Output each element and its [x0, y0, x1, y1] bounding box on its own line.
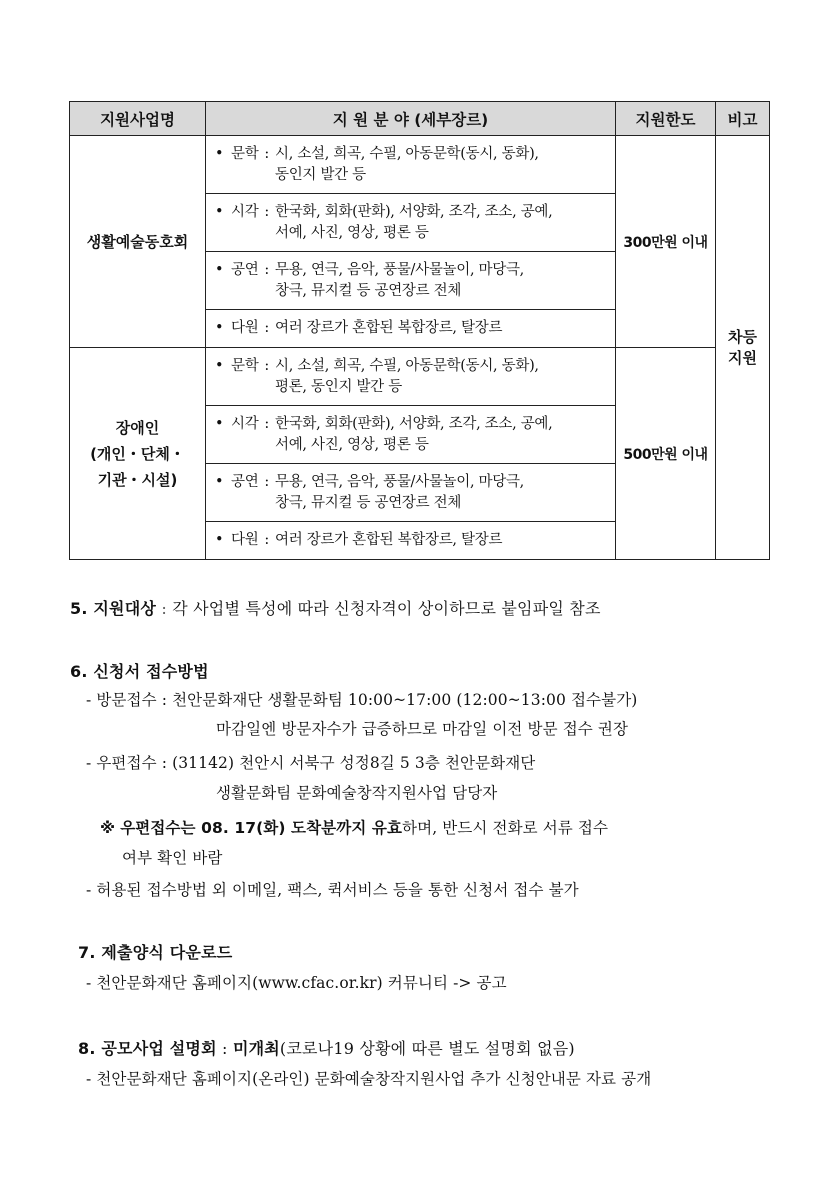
field-description: 무용, 연극, 음악, 풍물/사물놀이, 마당극, 창극, 뮤지컬 등 공연장르 전체: [275, 473, 524, 511]
field-category: 문학: [231, 145, 259, 162]
visit-line-1: - 방문접수 : 천안문화재단 생활문화팀 10:00~17:00 (12:00~13:00 접수불가): [86, 691, 638, 709]
bullet-icon: •: [215, 473, 224, 490]
program-name-line: 장애인: [115, 418, 160, 437]
mail-notice-line-2: 여부 확인 바람: [122, 849, 223, 867]
program-name-line: (개인・단체・: [90, 444, 185, 463]
field-description: 시, 소설, 희곡, 수필, 아동문학(동시, 동화), 평론, 동인지 발간 등: [275, 357, 539, 395]
field-category: 다원: [231, 320, 259, 336]
support-limit-cell: 300만원 이내: [616, 136, 716, 348]
field-description: 여러 장르가 혼합된 복합장르, 탈장르: [275, 320, 503, 336]
field-cell: • 문학 : 시, 소설, 희곡, 수필, 아동문학(동시, 동화), 동인지 발간 등: [206, 136, 616, 194]
field-cell: • 문학 : 시, 소설, 희곡, 수필, 아동문학(동시, 동화), 평론, 동인지 발간 등: [206, 348, 616, 406]
field-cell: • 공연 : 무용, 연극, 음악, 풍물/사물놀이, 마당극, 창극, 뮤지컬 등 공연장르 전체: [206, 464, 616, 522]
mail-line-2: 생활문화팀 문화예술창작지원사업 담당자: [216, 784, 498, 802]
bullet-icon: •: [215, 145, 224, 162]
field-category: 다원: [231, 532, 259, 548]
support-limit-cell: 500만원 이내: [616, 348, 716, 560]
field-description: 시, 소설, 희곡, 수필, 아동문학(동시, 동화), 동인지 발간 등: [275, 145, 539, 183]
field-description: 한국화, 회화(판화), 서양화, 조각, 조소, 공예, 서예, 사진, 영상, 평론 등: [275, 203, 553, 241]
bullet-icon: •: [215, 261, 224, 278]
section-5-title: 5. 지원대상: [70, 599, 157, 618]
field-cell: • 공연 : 무용, 연극, 음악, 풍물/사물놀이, 마당극, 창극, 뮤지컬 등 공연장르 전체: [206, 252, 616, 310]
field-cell: • 다원 : 여러 장르가 혼합된 복합장르, 탈장르: [206, 310, 616, 348]
field-category: 공연: [231, 261, 259, 278]
section-8-line: - 천안문화재단 홈페이지(온라인) 문화예술창작지원사업 추가 신청안내문 자료 공개: [86, 1070, 652, 1088]
mail-line-1: - 우편접수 : (31142) 천안시 서북구 성정8길 5 3층 천안문화재단: [86, 754, 536, 772]
field-cell: • 시각 : 한국화, 회화(판화), 서양화, 조각, 조소, 공예, 서예, 사진, 영상, 평론 등: [206, 194, 616, 252]
header-note: 비고: [716, 102, 770, 136]
program-name-cell: [70, 348, 206, 560]
section-8-status: 미개최: [232, 1039, 280, 1058]
field-description: 무용, 연극, 음악, 풍물/사물놀이, 마당극, 창극, 뮤지컬 등 공연장르 전체: [275, 261, 524, 299]
notice-mark-icon: ※: [100, 819, 116, 837]
table-row: [70, 348, 770, 406]
field-category: 시각: [231, 203, 259, 220]
bullet-icon: •: [215, 415, 224, 432]
other-method-line: - 허용된 접수방법 외 이메일, 팩스, 퀵서비스 등을 통한 신청서 접수 불가: [86, 881, 579, 899]
bullet-icon: •: [215, 357, 224, 374]
header-field: 지 원 분 야 (세부장르): [206, 102, 616, 136]
field-description: 한국화, 회화(판화), 서양화, 조각, 조소, 공예, 서예, 사진, 영상, 평론 등: [275, 415, 553, 453]
header-limit: 지원한도: [616, 102, 716, 136]
table-row: [70, 136, 770, 194]
section-7-title: 7. 제출양식 다운로드: [78, 943, 233, 962]
field-cell: • 시각 : 한국화, 회화(판화), 서양화, 조각, 조소, 공예, 서예, 사진, 영상, 평론 등: [206, 406, 616, 464]
visit-line-2: 마감일엔 방문자수가 급증하므로 마감일 이전 방문 접수 권장: [216, 720, 629, 738]
program-name-cell: [70, 136, 206, 348]
header-program: 지원사업명: [70, 102, 206, 136]
field-description: 여러 장르가 혼합된 복합장르, 탈장르: [275, 532, 503, 548]
section-5-text: 각 사업별 특성에 따라 신청자격이 상이하므로 붙임파일 참조: [172, 599, 601, 618]
note-cell: 차등 지원: [716, 136, 770, 560]
section-8-title: 8. 공모사업 설명회 : 미개최(코로나19 상황에 따른 별도 설명회 없음): [78, 1039, 575, 1058]
bullet-icon: •: [215, 203, 224, 220]
section-7-line: - 천안문화재단 홈페이지(www.cfac.or.kr) 커뮤니티 -> 공고: [86, 974, 507, 992]
section-5: 5. 지원대상 : 각 사업별 특성에 따라 신청자격이 상이하므로 붙임파일 참조: [70, 599, 601, 618]
field-category: 문학: [231, 357, 259, 374]
table-header-row: [70, 102, 770, 136]
support-table: [69, 101, 770, 560]
bullet-icon: •: [215, 532, 224, 548]
field-category: 시각: [231, 415, 259, 432]
field-category: 공연: [231, 473, 259, 490]
section-6-title: 6. 신청서 접수방법: [70, 662, 209, 681]
mail-notice: ※ 우편접수는 08. 17(화) 도착분까지 유효하며, 반드시 전화로 서류 접수: [100, 819, 609, 837]
bullet-icon: •: [215, 320, 224, 336]
program-name-line: 기관・시설): [97, 470, 178, 489]
program-name-line: 생활예술동호회: [86, 232, 189, 251]
field-cell: • 다원 : 여러 장르가 혼합된 복합장르, 탈장르: [206, 522, 616, 560]
